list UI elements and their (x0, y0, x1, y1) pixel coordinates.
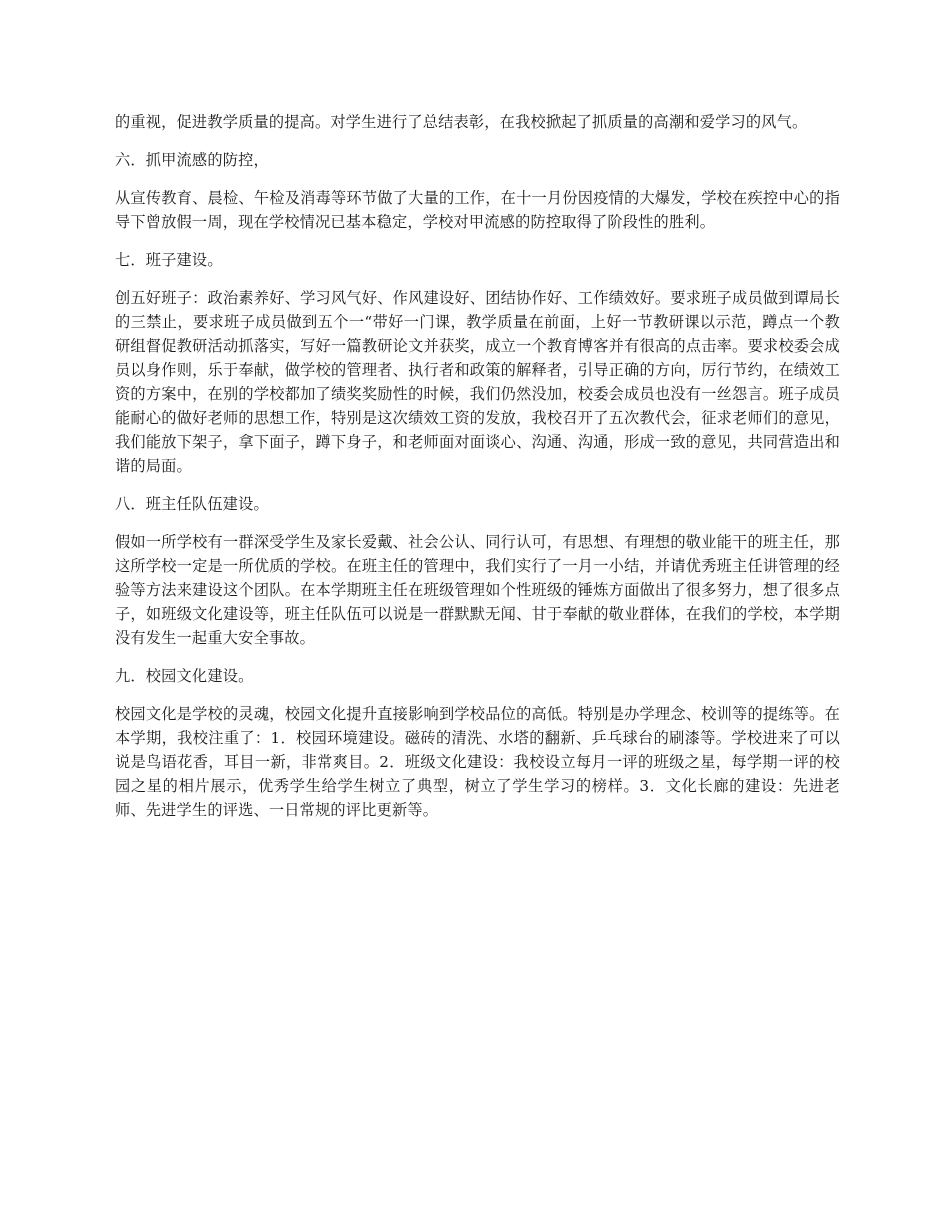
section-heading-campus-culture: 九．校园文化建设。 (115, 667, 254, 685)
paragraph-flu-prevention: 从宣传教育、晨检、午检及消毒等环节做了大量的工作，在十一月份因疫情的大爆发，学校在疾控中心的指导下曾放假一周，现在学校情况已基本稳定，学校对甲流感的防控取得了阶段性的胜利。 (115, 189, 840, 231)
section-heading-flu-prevention: 六．抓甲流感的防控， (115, 151, 269, 169)
paragraph-head-teachers: 假如一所学校有一群深受学生及家长爱戴、社会公认、同行认可，有思想、有理想的敬业能干的班主任，那这所学校一定是一所优质的学校。在班主任的管理中，我们实行了一月一小结，并请优秀班主任讲管理的经验等方法来建设这个团队。在本学期班主任在班级管理如个性班级的锤炼方面做出了很多努力，想了很多点子，如班级文化建设等，班主任队伍可以说是一群默默无闻、甘于奉献的敬业群体，在我们的学校，本学期没有发生一起重大安全事故。 (115, 533, 840, 647)
paragraph-quality-summary: 的重视，促进教学质量的提高。对学生进行了总结表彰，在我校掀起了抓质量的高潮和爱学习的风气。 (115, 113, 808, 131)
section-heading-leadership: 七．班子建设。 (115, 251, 223, 269)
paragraph-leadership: 创五好班子：政治素养好、学习风气好、作风建设好、团结协作好、工作绩效好。要求班子成员做到谭局长的三禁止，要求班子成员做到五个一“带好一门课，教学质量在前面，上好一节教研课以示范，蹲点一个教研组督促教研活动抓落实，写好一篇教研论文并获奖，成立一个教育博客并有很高的点击率。要求校委会成员以身作则，乐于奉献，做学校的管理者、执行者和政策的解释者，引导正确的方向，厉行节约，在绩效工资的方案中，在别的学校都加了绩奖奖励性的时候，我们仍然没加，校委会成员也没有一丝怨言。班子成员能耐心的做好老师的思想工作，特别是这次绩效工资的发放，我校召开了五次教代会，征求老师们的意见，我们能放下架子，拿下面子，蹲下身子，和老师面对面谈心、沟通、沟通，形成一致的意见，共同营造出和谐的局面。 (115, 289, 840, 475)
section-heading-head-teachers: 八．班主任队伍建设。 (115, 495, 269, 513)
paragraph-campus-culture: 校园文化是学校的灵魂，校园文化提升直接影响到学校品位的高低。特别是办学理念、校训等的提练等。在本学期，我校注重了：1．校园环境建设。磁砖的清洗、水塔的翻新、乒乓球台的刷漆等。学校进来了可以说是鸟语花香，耳目一新，非常爽目。2．班级文化建设：我校设立每月一评的班级之星，每学期一评的校园之星的相片展示，优秀学生给学生树立了典型，树立了学生学习的榜样。3．文化长廊的建设：先进老师、先进学生的评选、一日常规的评比更新等。 (115, 705, 840, 819)
document-page (115, 110, 840, 836)
